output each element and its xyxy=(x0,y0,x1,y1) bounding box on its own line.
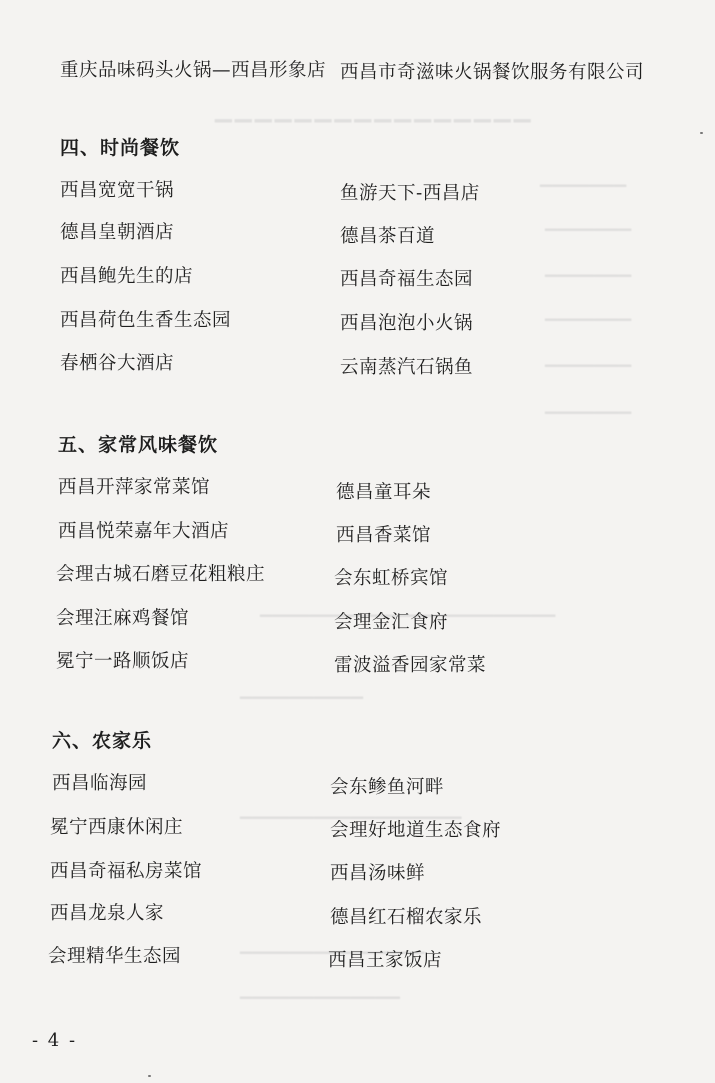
scan-speck xyxy=(148,1075,151,1077)
bleed-through-text: ▁▁▁▁▁▁▁ xyxy=(545,258,632,277)
page-number: - 4 - xyxy=(32,1030,78,1051)
restaurant-name: 西昌鲍先生的店 xyxy=(60,266,194,287)
section-heading: 六、农家乐 xyxy=(52,730,153,752)
restaurant-name: 西昌王家饭店 xyxy=(328,950,443,971)
restaurant-name: 会理精华生态园 xyxy=(48,946,182,967)
restaurant-name: 会理古城石磨豆花粗粮庄 xyxy=(56,564,266,585)
restaurant-name: 德昌皇朝酒店 xyxy=(60,222,175,243)
scan-speck xyxy=(700,132,703,134)
bleed-through-text: ▁▁▁▁▁▁▁▁▁▁ xyxy=(240,680,364,699)
restaurant-name: 冕宁西康休闲庄 xyxy=(50,817,184,838)
bleed-through-text: ▁▁▁▁▁▁▁ xyxy=(545,302,632,321)
restaurant-name: 会理好地道生态食府 xyxy=(330,820,502,841)
restaurant-name: 西昌奇福私房菜馆 xyxy=(50,861,203,882)
restaurant-name: 西昌龙泉人家 xyxy=(50,903,165,924)
restaurant-name: 会理金汇食府 xyxy=(334,612,449,633)
bleed-through-text: ▁▁▁▁▁▁▁ xyxy=(540,168,627,187)
restaurant-name: 德昌童耳朵 xyxy=(336,482,432,503)
restaurant-name: 鱼游天下-西昌店 xyxy=(340,183,480,204)
restaurant-name: 西昌开萍家常菜馆 xyxy=(58,477,211,498)
restaurant-name: 西昌市奇滋味火锅餐饮服务有限公司 xyxy=(340,62,645,83)
bleed-through-text: ▁▁▁▁▁▁▁ xyxy=(545,348,632,367)
section-heading: 四、时尚餐饮 xyxy=(60,137,181,159)
restaurant-name: 西昌泡泡小火锅 xyxy=(340,313,474,334)
restaurant-name: 西昌临海园 xyxy=(52,773,148,794)
section-heading: 五、家常风味餐饮 xyxy=(58,434,219,456)
restaurant-name: 会理汪麻鸡餐馆 xyxy=(56,608,190,629)
restaurant-name: 西昌荷色生香生态园 xyxy=(60,310,232,331)
bleed-through-text: ▁▁▁▁▁▁▁ xyxy=(545,395,632,414)
restaurant-name: 西昌悦荣嘉年大酒店 xyxy=(58,521,230,542)
restaurant-name: 冕宁一路顺饭店 xyxy=(56,651,190,672)
restaurant-name: 雷波溢香园家常菜 xyxy=(334,655,487,676)
restaurant-name: 德昌茶百道 xyxy=(340,226,436,247)
restaurant-name: 西昌宽宽干锅 xyxy=(60,180,175,201)
bleed-through-text: ▁▁▁▁▁▁▁▁▁▁▁▁▁▁▁▁ xyxy=(215,98,534,123)
restaurant-name: 德昌红石榴农家乐 xyxy=(330,907,483,928)
restaurant-name: 会东鲹鱼河畔 xyxy=(330,777,445,798)
restaurant-name: 会东虹桥宾馆 xyxy=(334,568,449,589)
restaurant-name: 西昌汤味鲜 xyxy=(330,863,426,884)
restaurant-name: 西昌香菜馆 xyxy=(336,525,432,546)
bleed-through-text: ▁▁▁▁▁▁▁▁▁▁▁▁▁ xyxy=(240,980,400,999)
bleed-through-text: ▁▁▁▁▁▁▁▁▁▁▁▁▁▁▁▁▁▁ xyxy=(240,800,462,819)
restaurant-name: 云南蒸汽石锅鱼 xyxy=(340,357,474,378)
restaurant-name: 重庆品味码头火锅—西昌形象店 xyxy=(60,60,327,81)
bleed-through-text: ▁▁▁▁▁▁▁▁▁▁▁▁▁▁▁▁▁▁▁▁▁▁▁▁ xyxy=(260,598,556,617)
bleed-through-text: ▁▁▁▁▁▁▁ xyxy=(545,212,632,231)
restaurant-name: 春栖谷大酒店 xyxy=(60,353,175,374)
bleed-through-text: ▁▁▁▁▁▁▁▁▁▁▁▁▁▁▁ xyxy=(240,935,425,954)
restaurant-name: 西昌奇福生态园 xyxy=(340,269,474,290)
